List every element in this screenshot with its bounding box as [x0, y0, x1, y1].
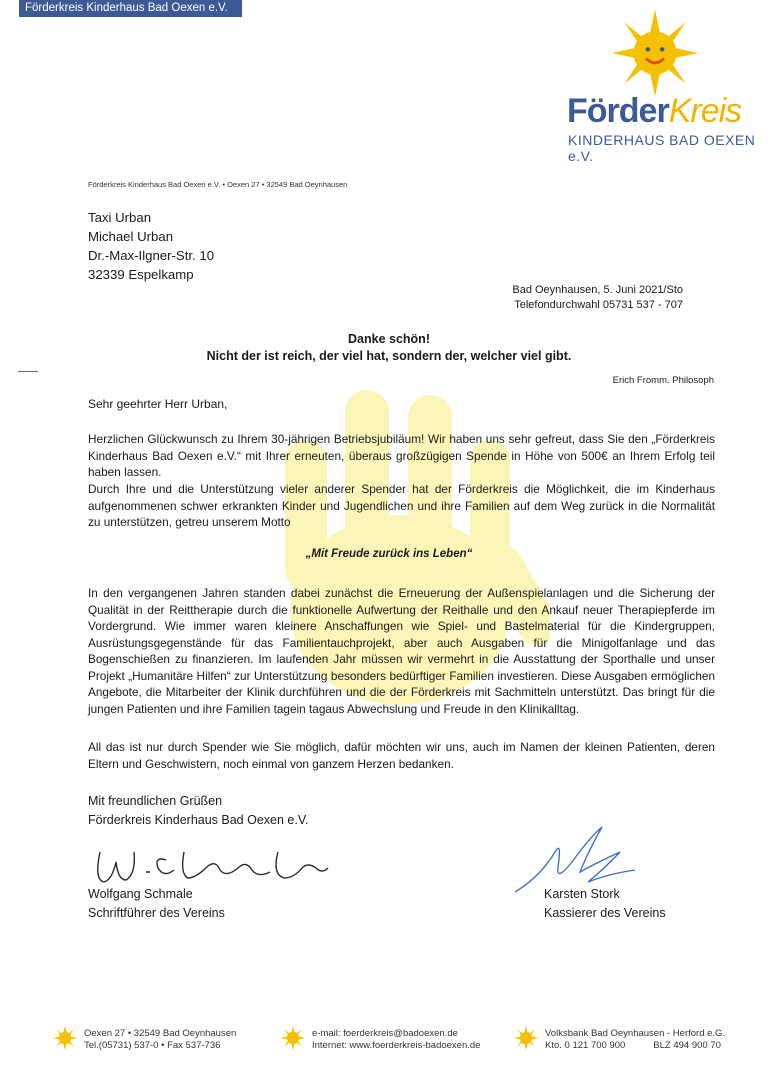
- footer-phone-line: Tel.(05731) 537-0 • Fax 537-736: [84, 1040, 221, 1051]
- recipient-line: Taxi Urban: [88, 210, 152, 225]
- sun-logo-icon: [52, 1025, 78, 1051]
- quote-heading: Danke schön!: [348, 332, 430, 346]
- closing-greeting: Mit freundlichen Grüßen: [88, 794, 223, 808]
- signer-name: Wolfgang Schmale: [88, 887, 193, 901]
- phone-extension: Telefondurchwahl 05731 537 - 707: [514, 299, 683, 311]
- sun-logo-icon: [280, 1025, 306, 1051]
- sun-logo-icon: [610, 8, 700, 98]
- recipient-line: 32339 Espelkamp: [88, 267, 194, 282]
- paragraph-3: In den vergangenen Jahren standen dabei zunächst die Erneuerung der Außenspielanlagen und die Sicherung der Qualität in der Reittherapie durch die funktionelle Aufwertung der Reithalle und den Ankauf neuer Therapiepferde im Vordergrund. Wie immer waren kleinere Anschaffungen wie Spiel- und Bastelmaterial für die Kindergruppen, Ausrüstungsgegenstände für das Familientauchprojekt, aber auch Ausgaben für die Minigolfanlage und das Bogenschießen zu finanzieren. Im laufenden Jahr müssen wir vermehrt in die Ausstattung der Sporthalle und unser Projekt „Humanitäre Hilfen“ zur Unterstützung besonders bedürftiger Familien investieren. Diese Ausgaben ermöglichen Angebote, die Mitarbeiter der Klinik durchführen und die der Förderkreis mit Sachmitteln unterstützt. Das bringt für die jungen Patienten und ihre Familien tagein tagaus Abwechslung und Freude in den Klinikalltag.: [88, 586, 715, 716]
- signer-schmale: [88, 885, 225, 923]
- signer-role: Schriftführer des Vereins: [88, 906, 225, 920]
- letter-date: Bad Oeynhausen, 5. Juni 2021/Sto: [512, 284, 683, 296]
- date-block: [512, 283, 683, 313]
- recipient-line: Dr.-Max-Ilgner-Str. 10: [88, 248, 215, 263]
- footer-blz: BLZ 494 900 70: [653, 1040, 721, 1051]
- closing-organization: Förderkreis Kinderhaus Bad Oexen e.V.: [88, 812, 309, 827]
- quote-text: Nicht der ist reich, der viel hat, sondern der, welcher viel gibt.: [206, 349, 572, 363]
- recipient-address: [88, 208, 214, 284]
- signer-role: Kassierer des Vereins: [544, 906, 666, 920]
- closing: [88, 792, 309, 829]
- paragraph-1: Herzlichen Glückwunsch zu Ihrem 30-jährigen Betriebsjubiläum! Wir haben uns sehr gefreut, dass Sie den „Förderkreis Kinderhaus Bad Oexen e.V.“ mit Ihrer erneuten, überaus großzügigen Spende in Höhe von 500€ an Ihrem Erfolg teil haben lassen.: [88, 432, 715, 479]
- sun-logo-icon: [513, 1025, 539, 1051]
- motto-slogan: „Mit Freude zurück ins Leben“: [305, 548, 473, 560]
- recipient-line: Michael Urban: [88, 229, 174, 244]
- footer-website: Internet: www.foerderkreis-badoexen.de: [312, 1040, 481, 1051]
- logo-subtitle: KINDERHAUS BAD OEXEN e.V.: [568, 132, 756, 164]
- signature-schmale: [88, 838, 338, 888]
- signer-name: Karsten Stork: [544, 887, 620, 901]
- footer-email: e-mail: foerderkreis@badoexen.de: [312, 1028, 458, 1039]
- footer-bank-name: Volksbank Bad Oeynhausen - Herford e.G.: [545, 1028, 726, 1039]
- footer-address-line: Oexen 27 • 32549 Bad Oeynhausen: [84, 1028, 237, 1039]
- quote-author: Erich Fromm. Philosoph: [612, 375, 714, 386]
- footer-account: Kto. 0 121 700 900: [545, 1040, 626, 1051]
- logo-title: FörderKreis: [567, 92, 742, 130]
- paragraph-2: Durch Ihre und die Unterstützung vieler anderer Spender hat der Förderkreis die Möglichkeit, die im Kinderhaus aufgenommenen schwer erkrankten Kinder und Jugendlichen und ihre Familien auf dem Weg zurück in die Normalität zu unterstützen, getreu unserem Motto: [88, 482, 715, 529]
- signer-stork: [544, 885, 666, 923]
- sender-line: Förderkreis Kinderhaus Bad Oexen e.V. • Oexen 27 • 32549 Bad Oeynhausen: [88, 180, 348, 189]
- header-tab: Förderkreis Kinderhaus Bad Oexen e.V.: [19, 0, 242, 17]
- fold-mark: [18, 371, 38, 372]
- salutation: Sehr geehrter Herr Urban,: [88, 397, 228, 411]
- paragraph-4: All das ist nur durch Spender wie Sie möglich, dafür möchten wir uns, auch im Namen der kleinen Patienten, deren Eltern und Geschwistern, noch einmal von ganzem Herzen bedanken.: [88, 740, 715, 771]
